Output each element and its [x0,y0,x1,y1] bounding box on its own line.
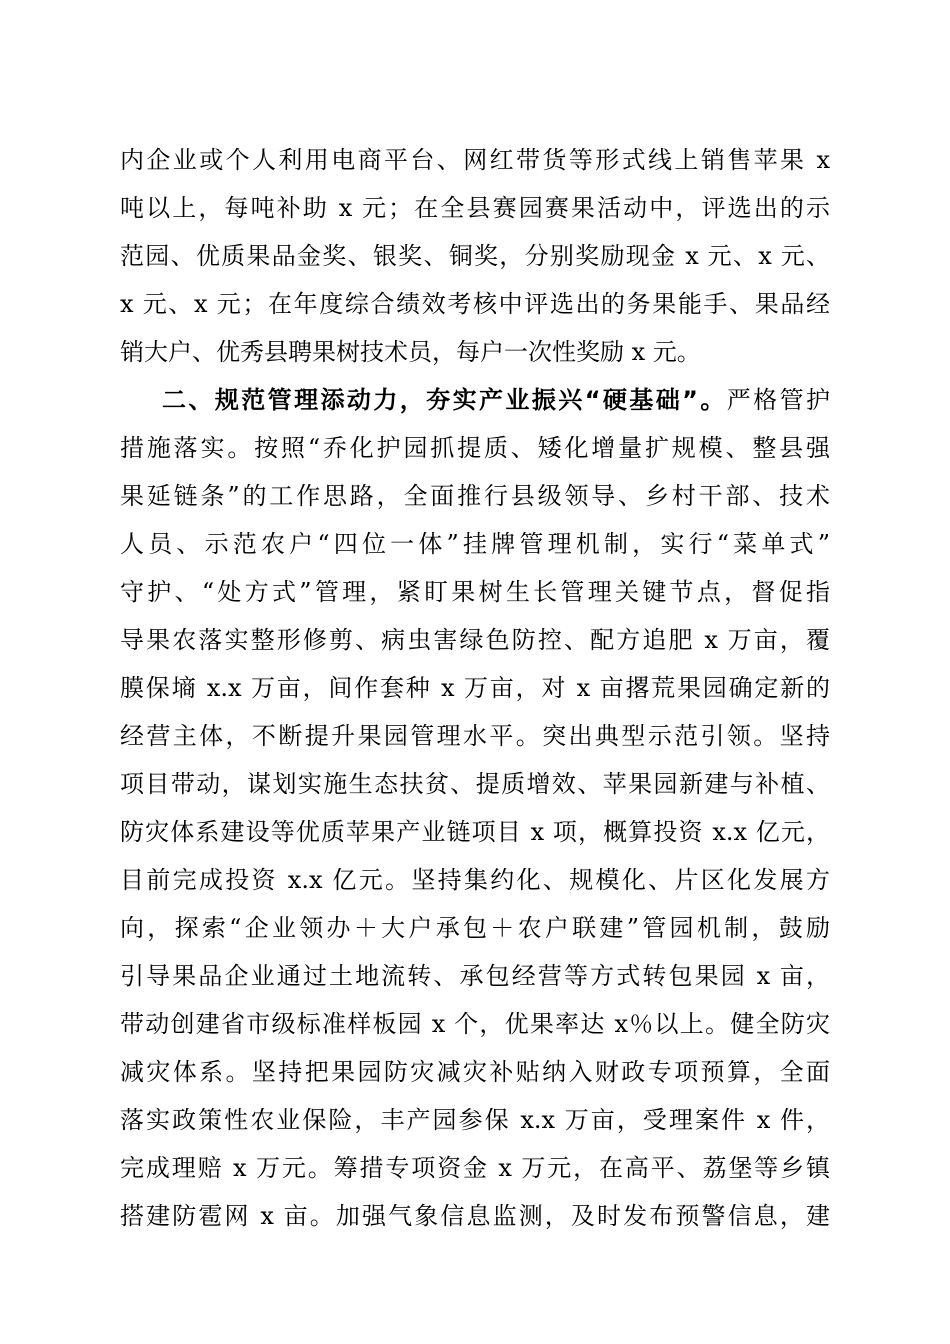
paragraph-2-line-14: 带动创建省市级标准样板园 x 个，优果率达 x％以上。健全防灾 [120,1010,830,1038]
paragraph-2-line-5: 守护、“处方式”管理，紧盯果树生长管理关键节点，督促指 [120,578,830,606]
paragraph-2-line-18: 搭建防雹网 x 亩。加强气象信息监测，及时发布预警信息，建 [120,1202,830,1230]
paragraph-2-line-6: 导果农落实整形修剪、病虫害绿色防控、配方追肥 x 万亩，覆 [120,626,830,654]
paragraph-2-line-1-rest: 严格管护 [726,386,831,414]
paragraph-2-line-4: 人员、示范农户“四位一体”挂牌管理机制，实行“菜单式” [120,530,830,558]
paragraph-2-line-3: 果延链条”的工作思路，全面推行县级领导、乡村干部、技术 [120,482,830,510]
paragraph-2-line-1 [162,376,830,424]
paragraph-2-line-11: 目前完成投资 x.x 亿元。坚持集约化、规模化、片区化发展方 [120,866,830,894]
paragraph-1-line-3: 范园、优质果品金奖、银奖、铜奖，分别奖励现金 x 元、x 元、 [120,242,830,270]
paragraph-1-line-4: x 元、x 元；在年度综合绩效考核中评选出的务果能手、果品经 [120,290,830,318]
paragraph-2-line-9: 项目带动，谋划实施生态扶贫、提质增效、苹果园新建与补植、 [120,770,830,798]
paragraph-2-line-7: 膜保墒 x.x 万亩，间作套种 x 万亩，对 x 亩撂荒果园确定新的 [120,674,830,702]
paragraph-2-line-12: 向，探索“企业领办＋大户承包＋农户联建”管园机制，鼓励 [120,914,830,942]
paragraph-2-line-2: 措施落实。按照“乔化护园抓提质、矮化增量扩规模、整县强 [120,434,830,462]
paragraph-2-line-17: 完成理赔 x 万元。筹措专项资金 x 万元，在高平、荔堡等乡镇 [120,1154,830,1182]
paragraph-1-line-2: 吨以上，每吨补助 x 元；在全县赛园赛果活动中，评选出的示 [120,194,830,222]
paragraph-2-line-10: 防灾体系建设等优质苹果产业链项目 x 项，概算投资 x.x 亿元， [120,818,830,846]
paragraph-2-line-8: 经营主体，不断提升果园管理水平。突出典型示范引领。坚持 [120,722,830,750]
paragraph-2-line-16: 落实政策性农业保险，丰产园参保 x.x 万亩，受理案件 x 件， [120,1106,830,1134]
paragraph-2-line-15: 减灾体系。坚持把果园防灾减灾补贴纳入财政专项预算，全面 [120,1058,830,1086]
paragraph-1-line-5: 销大户、优秀县聘果树技术员，每户一次性奖励 x 元。 [120,338,701,366]
section-heading: 二、规范管理添动力，夯实产业振兴“硬基础”。 [162,386,727,414]
paragraph-1-line-1: 内企业或个人利用电商平台、网红带货等形式线上销售苹果 x [120,146,830,174]
paragraph-2-line-13: 引导果品企业通过土地流转、承包经营等方式转包果园 x 亩， [120,962,830,990]
